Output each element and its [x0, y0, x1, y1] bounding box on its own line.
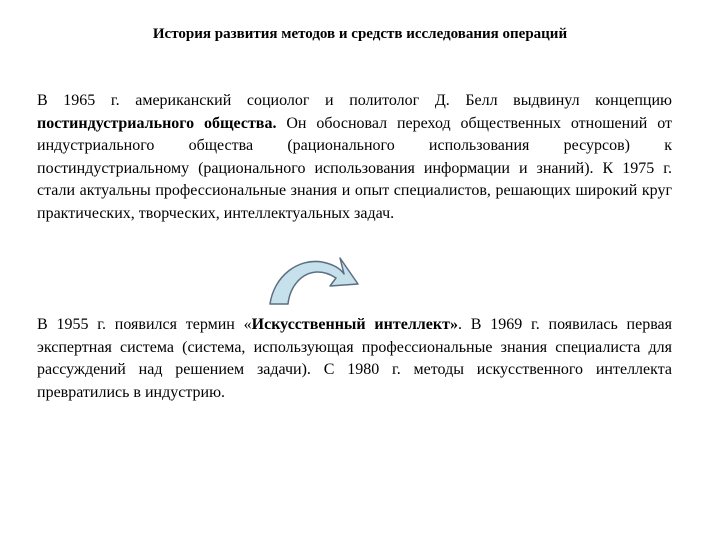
- page-title: История развития методов и средств исследования операций: [152, 26, 568, 42]
- paragraph-ai-bold: Искусственный интеллект»: [251, 316, 458, 333]
- paragraph-bell-text-2: Он обосновал переход общественных отношений от индустриального общества (рационального использования ресурсов) к постиндустриальному (рационального использования информации и знаний). К 1975 г. стали актуальны профессиональные знания и опыт специалистов, решающих широкий круг практических, творческих, интеллектуальных задач.: [37, 114, 672, 222]
- paragraph-bell: [37, 90, 672, 226]
- paragraph-ai-text-2: . В 1969 г. появилась первая экспертная система (система, использующая профессиональные знания специалиста для рассуждений над решением задачи). С 1980 г. методы искусственного интеллекта превратились в индустрию.: [37, 316, 673, 401]
- paragraph-bell-text-1: В 1965 г. американский социолог и политолог Д. Белл выдвинул концепцию: [37, 92, 672, 109]
- paragraph-bell-bold: постиндустриального общества.: [37, 114, 277, 132]
- paragraph-ai-text-1: В 1955 г. появился термин «: [37, 316, 252, 333]
- paragraph-ai: [37, 314, 672, 404]
- curved-arrow-icon: [268, 254, 360, 306]
